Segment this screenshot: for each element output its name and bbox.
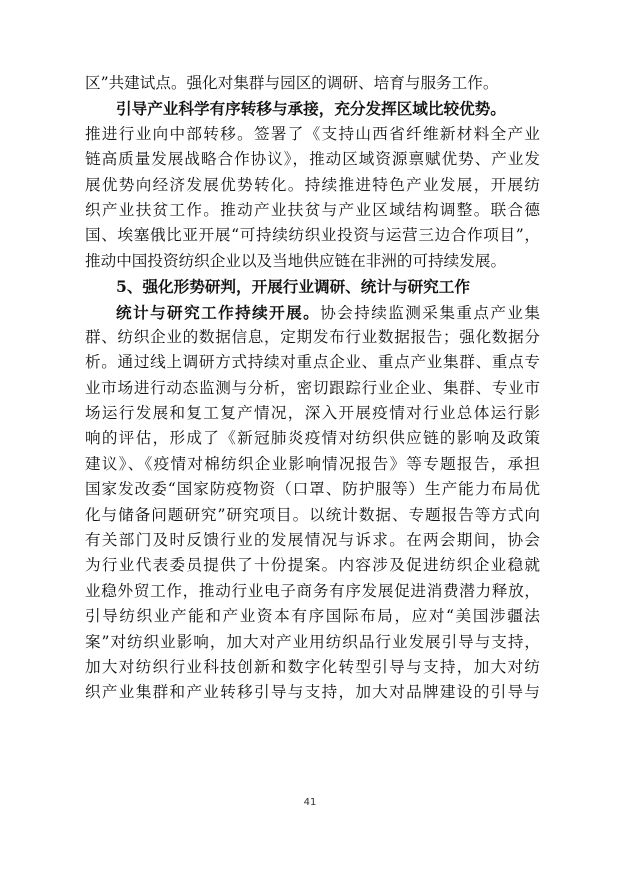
line-text: 案”对纺织业影响，加大对产业用纺织品行业发展引导与支持， <box>85 632 540 651</box>
line-text: 国家发改委“国家防疫物资（口罩、防护服等）生产能力布局优 <box>85 480 540 499</box>
line-text: 展优势向经济发展优势转化。持续推进特色产业发展，开展纺 <box>85 175 540 194</box>
text-line <box>85 223 540 248</box>
line-text: 5、强化形势研判，开展行业调研、统计与研究工作 <box>116 277 470 297</box>
line-text: 织产业集群和产业转移引导与支持，加大对品牌建设的引导与 <box>85 683 540 702</box>
line-text: 场运行发展和复工复产情况，深入开展疫情对行业总体运行影 <box>85 404 540 423</box>
line-text: 响的评估，形成了《新冠肺炎疫情对纺织供应链的影响及政策 <box>85 429 540 448</box>
line-text: 推动中国投资纺织企业以及当地供应链在非洲的可持续发展。 <box>85 251 507 270</box>
bold-lead-text: 统计与研究工作持续开展。 <box>116 302 321 322</box>
text-line <box>85 426 540 451</box>
heading-line <box>85 274 540 299</box>
text-line <box>85 122 540 147</box>
line-text: 析。通过线上调研方式持续对重点企业、重点产业集群、重点专 <box>85 353 540 372</box>
line-text: 织产业扶贫工作。推动产业扶贫与产业区域结构调整。联合德 <box>85 200 540 219</box>
text-line <box>85 71 540 96</box>
line-text: 建议》、《疫情对棉纺织企业影响情况报告》等专题报告，承担 <box>85 454 540 473</box>
text-line <box>85 528 540 553</box>
line-text: 国、埃塞俄比亚开展“可持续纺织业投资与运营三边合作项目”， <box>85 226 540 245</box>
line-text: 加大对纺织行业科技创新和数字化转型引导与支持，加大对纺 <box>85 657 540 676</box>
text-line <box>85 503 540 528</box>
text-line <box>85 300 540 325</box>
document-body <box>85 71 540 706</box>
text-line <box>85 198 540 223</box>
text-line <box>85 655 540 680</box>
text-line <box>85 173 540 198</box>
text-line <box>85 630 540 655</box>
text-line <box>85 452 540 477</box>
line-text: 业稳外贸工作，推动行业电子商务有序发展促进消费潜力释放， <box>85 581 540 600</box>
text-line <box>85 477 540 502</box>
text-line <box>85 401 540 426</box>
line-text: 引导产业科学有序转移与承接，充分发挥区域比较优势。 <box>116 99 506 119</box>
text-line <box>85 604 540 629</box>
text-line <box>85 553 540 578</box>
line-text: 区”共建试点。强化对集群与园区的调研、培育与服务工作。 <box>85 74 499 92</box>
line-text: 协会持续监测采集重点产业集 <box>320 303 540 322</box>
text-line <box>85 579 540 604</box>
text-line <box>85 680 540 705</box>
line-text: 有关部门及时反馈行业的发展情况与诉求。在两会期间，协会 <box>85 531 540 550</box>
line-text: 引导纺织业产能和产业资本有序国际布局，应对“美国涉疆法 <box>85 607 540 626</box>
text-line <box>85 350 540 375</box>
line-text: 推进行业向中部转移。签署了《支持山西省纤维新材料全产业 <box>85 124 540 143</box>
line-text: 链高质量发展战略合作协议》，推动区域资源禀赋优势、产业发 <box>85 150 540 169</box>
text-line <box>85 325 540 350</box>
heading-line <box>85 96 540 121</box>
text-line <box>85 249 540 274</box>
line-text: 化与储备问题研究”研究项目。以统计数据、专题报告等方式向 <box>85 505 540 524</box>
text-line <box>85 147 540 172</box>
page-number: 41 <box>303 797 317 808</box>
line-text: 群、纺织企业的数据信息，定期发布行业数据报告；强化数据分 <box>85 327 540 346</box>
line-text: 为行业代表委员提供了十份提案。内容涉及促进纺织企业稳就 <box>85 556 540 575</box>
text-line <box>85 376 540 401</box>
line-text: 业市场进行动态监测与分析，密切跟踪行业企业、集群、专业市 <box>85 378 540 397</box>
